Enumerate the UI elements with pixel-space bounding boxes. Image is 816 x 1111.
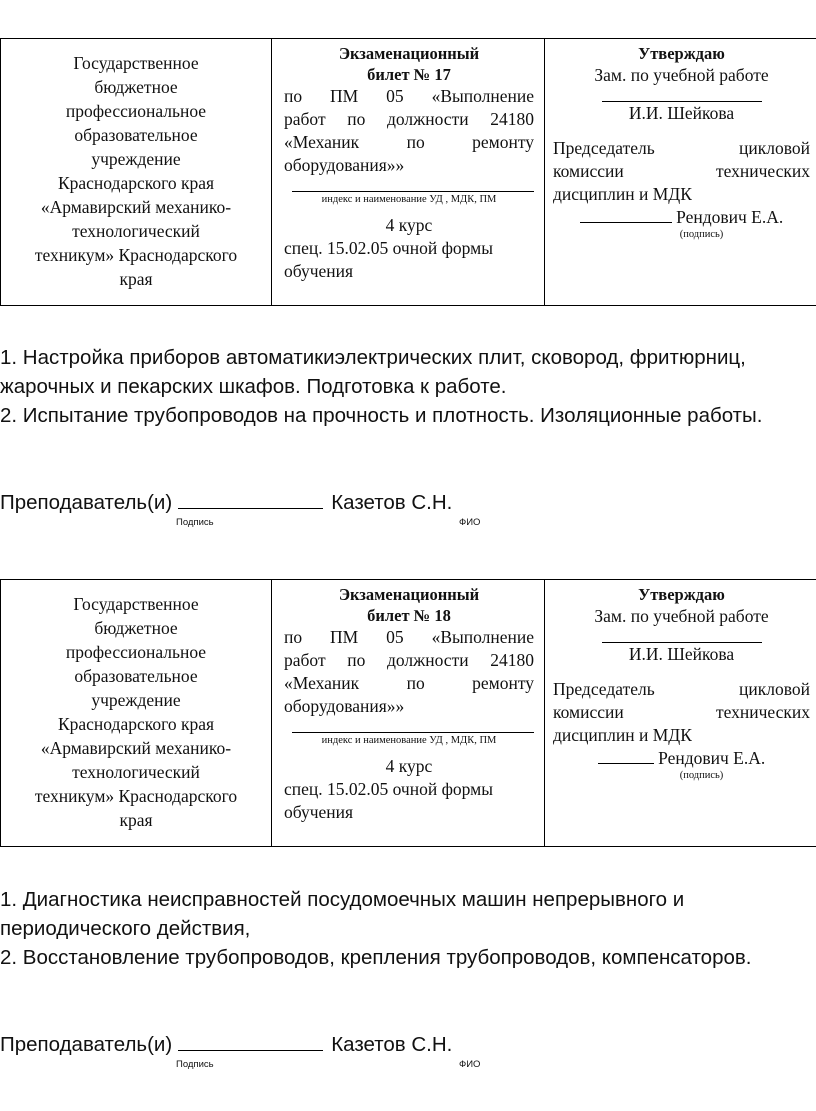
teacher-row: [0, 1030, 452, 1058]
org-line: учреждение: [91, 690, 181, 710]
pm-line: по ПМ 05 «Выполнение: [284, 627, 534, 647]
approve-name: И.И. Шейкова: [628, 103, 735, 123]
org-line: профессиональное: [65, 642, 207, 662]
index-underline: [292, 726, 534, 733]
question-1: 1. Настройка приборов автоматикиэлектрических плит, сковород, фритюрниц, жарочных и пекарских шкафов. Подготовка к работе.: [0, 346, 746, 398]
index-caption: индекс и наименование УД , МДК, ПМ: [321, 735, 497, 746]
chair-line: комиссии технических: [553, 161, 810, 181]
approve-signature-line: [602, 628, 762, 643]
org-cell: [1, 39, 272, 306]
org-line: технологический: [72, 221, 200, 241]
teacher-row: [0, 488, 452, 516]
index-underline: [292, 185, 534, 192]
org-line: профессиональное: [65, 101, 207, 121]
approve-title: Утверждаю: [638, 44, 725, 63]
pm-line: «Механик по ремонту: [284, 673, 534, 693]
chair-line: Председатель цикловой: [553, 138, 810, 158]
signature-caption: (подпись): [679, 770, 724, 781]
ticket-number: билет № 18: [367, 606, 451, 625]
org-line: края: [119, 269, 153, 289]
org-line: образовательное: [74, 666, 198, 686]
pm-line: «Механик по ремонту: [284, 132, 534, 152]
course: 4 курс: [385, 756, 433, 776]
pm-line: оборудования»»: [284, 155, 405, 175]
index-caption: индекс и наименование УД , МДК, ПМ: [321, 194, 497, 205]
pm-line: работ по должности 24180: [284, 109, 534, 129]
exam-cell: [272, 580, 545, 847]
approve-role: Зам. по учебной работе: [594, 65, 769, 85]
org-cell: [1, 580, 272, 847]
ticket-18-header: [0, 579, 816, 847]
fio-caption: ФИО: [459, 1059, 481, 1070]
org-line: Краснодарского края: [57, 173, 215, 193]
org-line: учреждение: [91, 149, 181, 169]
pm-line: работ по должности 24180: [284, 650, 534, 670]
org-line: Государственное: [73, 594, 199, 614]
exam-title: Экзаменационный: [338, 44, 480, 63]
exam-title: Экзаменационный: [338, 585, 480, 604]
approval-cell: [545, 39, 816, 306]
org-line: Краснодарского края: [57, 714, 215, 734]
exam-cell: [272, 39, 545, 306]
teacher-label: Преподаватель(и): [0, 491, 173, 514]
pm-line: по ПМ 05 «Выполнение: [284, 86, 534, 106]
approve-title: Утверждаю: [638, 585, 725, 604]
chair-name: Рендович Е.А.: [658, 748, 766, 768]
approval-cell: [545, 580, 816, 847]
signature-caption: Подпись: [176, 517, 214, 528]
spec-line-2: обучения: [284, 261, 354, 281]
chair-line: комиссии технических: [553, 702, 810, 722]
ticket-17-questions: [0, 343, 800, 430]
teacher-signature-line: [178, 1030, 323, 1051]
question-2: 2. Восстановление трубопроводов, крепления трубопроводов, компенсаторов.: [0, 946, 752, 969]
ticket-header-table: [0, 38, 816, 306]
spec-line-2: обучения: [284, 802, 354, 822]
chair-line: Председатель цикловой: [553, 679, 810, 699]
approve-name: И.И. Шейкова: [628, 644, 735, 664]
chair-signature-row: [553, 206, 810, 229]
signature-caption: (подпись): [679, 229, 724, 240]
pm-line: оборудования»»: [284, 696, 405, 716]
chair-line: дисциплин и МДК: [553, 725, 692, 745]
org-line: образовательное: [74, 125, 198, 145]
course: 4 курс: [385, 215, 433, 235]
org-line: «Армавирский механико-: [40, 738, 232, 758]
signature-caption: Подпись: [176, 1059, 214, 1070]
chair-name: Рендович Е.А.: [676, 207, 784, 227]
teacher-name: Казетов С.Н.: [331, 1033, 453, 1056]
ticket-number: билет № 17: [367, 65, 451, 84]
org-name: [1, 39, 271, 305]
chair-signature-row: [553, 747, 810, 770]
teacher-signature-line: [178, 488, 323, 509]
org-line: края: [119, 810, 153, 830]
chair-signature-line: [598, 747, 654, 764]
question-2: 2. Испытание трубопроводов на прочность и плотность. Изоляционные работы.: [0, 404, 763, 427]
ticket-18-questions: [0, 885, 800, 972]
org-name: [1, 580, 271, 846]
approve-role: Зам. по учебной работе: [594, 606, 769, 626]
chair-line: дисциплин и МДК: [553, 184, 692, 204]
approve-signature-line: [602, 87, 762, 102]
org-line: «Армавирский механико-: [40, 197, 232, 217]
org-line: техникум» Краснодарского: [34, 245, 238, 265]
org-line: бюджетное: [94, 618, 178, 638]
spec-line: спец. 15.02.05 очной формы: [284, 779, 494, 799]
org-line: технологический: [72, 762, 200, 782]
org-line: Государственное: [73, 53, 199, 73]
chair-signature-line: [580, 206, 672, 223]
org-line: бюджетное: [94, 77, 178, 97]
teacher-label: Преподаватель(и): [0, 1033, 173, 1056]
ticket-17-header: [0, 38, 816, 306]
question-1: 1. Диагностика неисправностей посудомоечных машин непрерывного и периодического действия,: [0, 888, 685, 940]
ticket-header-table: [0, 579, 816, 847]
org-line: техникум» Краснодарского: [34, 786, 238, 806]
fio-caption: ФИО: [459, 517, 481, 528]
spec-line: спец. 15.02.05 очной формы: [284, 238, 494, 258]
teacher-name: Казетов С.Н.: [331, 491, 453, 514]
